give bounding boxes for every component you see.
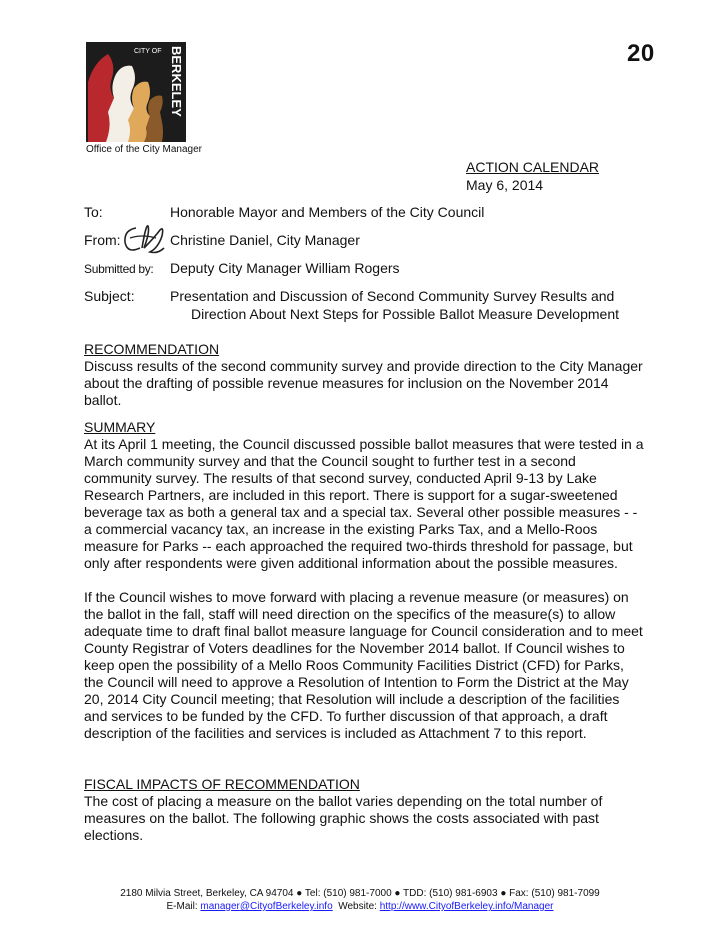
city-of-berkeley-logo xyxy=(86,42,186,142)
recommendation-heading: RECOMMENDATION xyxy=(84,341,220,357)
footer-address: 2180 Milvia Street, Berkeley, CA 94704 ● Tel: (510) 981-7000 ● TDD: (510) 981-6903 ● Fax: (510) 981-7099 xyxy=(120,888,600,899)
submitted-value: Deputy City Manager William Rogers xyxy=(170,260,400,276)
page-number: 20 xyxy=(627,40,655,67)
subject-line-2: Direction About Next Steps for Possible Ballot Measure Development xyxy=(191,306,619,322)
from-value: Christine Daniel, City Manager xyxy=(170,232,360,248)
footer-contact xyxy=(0,900,720,913)
subject-label: Subject: xyxy=(84,288,135,304)
action-calendar xyxy=(466,158,599,194)
logo-berkeley: BERKELEY xyxy=(169,46,184,117)
to-value: Honorable Mayor and Members of the City Council xyxy=(170,204,485,220)
fiscal-impacts-section xyxy=(84,776,644,844)
memo-subject xyxy=(84,287,619,323)
from-label: From: xyxy=(84,232,121,248)
submitted-label: Submitted by: xyxy=(84,262,154,276)
summary-heading: SUMMARY xyxy=(84,419,156,435)
summary-paragraph-1: At its April 1 meeting, the Council discussed possible ballot measures that were tested in a March community survey and that the Council sought to further test in a second community survey. The results of that second survey, conducted April 9-13 by Lake Research Partners, are included in this report. There is support for a sugar-sweetened beverage tax as both a general tax and a special tax. Several other possible measures - - a commercial vacancy tax, an increase in the existing Parks Tax, and a Mello-Roos measure for Parks -- each approached the required two-thirds threshold for passage, but only after respondents were given additional information about the possible measures. xyxy=(84,436,644,571)
website-link[interactable]: http://www.CityofBerkeley.info/Manager xyxy=(379,901,554,912)
summary-paragraph-2: If the Council wishes to move forward with placing a revenue measure (or measures) on the ballot in the fall, staff will need direction on the specifics of the measure(s) to allow adequate time to draft final ballot measure language for Council consideration and to meet County Registrar of Voters deadlines for the November 2014 ballot. If Council wishes to keep open the possibility of a Mello Roos Community Facilities District (CFD) for Parks, the Council will need to approve a Resolution of Intention to Form the District at the May 20, 2014 City Council meeting; that Resolution will include a description of the facilities and services to be funded by the CFD. To further discussion of that approach, a draft description of the facilities and services is included as Attachment 7 to this report. xyxy=(84,589,643,741)
logo-city-of: CITY OF xyxy=(134,48,162,55)
email-label: E-Mail: xyxy=(166,901,198,912)
memo-submitted-by xyxy=(84,259,400,278)
subject-line-1: Presentation and Discussion of Second Community Survey Results and xyxy=(170,288,615,304)
email-link[interactable]: manager@CityofBerkeley.info xyxy=(200,901,333,912)
signature-initials xyxy=(120,218,168,258)
footer xyxy=(0,887,720,913)
recommendation-section xyxy=(84,341,644,409)
to-label: To: xyxy=(84,204,103,220)
recommendation-text: Discuss results of the second community survey and provide direction to the City Manager about the drafting of possible revenue measures for inclusion on the November 2014 ballot. xyxy=(84,358,643,408)
website-label: Website: xyxy=(338,901,377,912)
office-name: Office of the City Manager xyxy=(86,144,202,155)
fiscal-text: The cost of placing a measure on the ballot varies depending on the total number of measures on the ballot. The following graphic shows the costs associated with past elections. xyxy=(84,793,603,843)
calendar-title: ACTION CALENDAR xyxy=(466,159,600,175)
calendar-date: May 6, 2014 xyxy=(466,177,544,193)
fiscal-heading: FISCAL IMPACTS OF RECOMMENDATION xyxy=(84,776,360,792)
summary-section xyxy=(84,419,644,742)
